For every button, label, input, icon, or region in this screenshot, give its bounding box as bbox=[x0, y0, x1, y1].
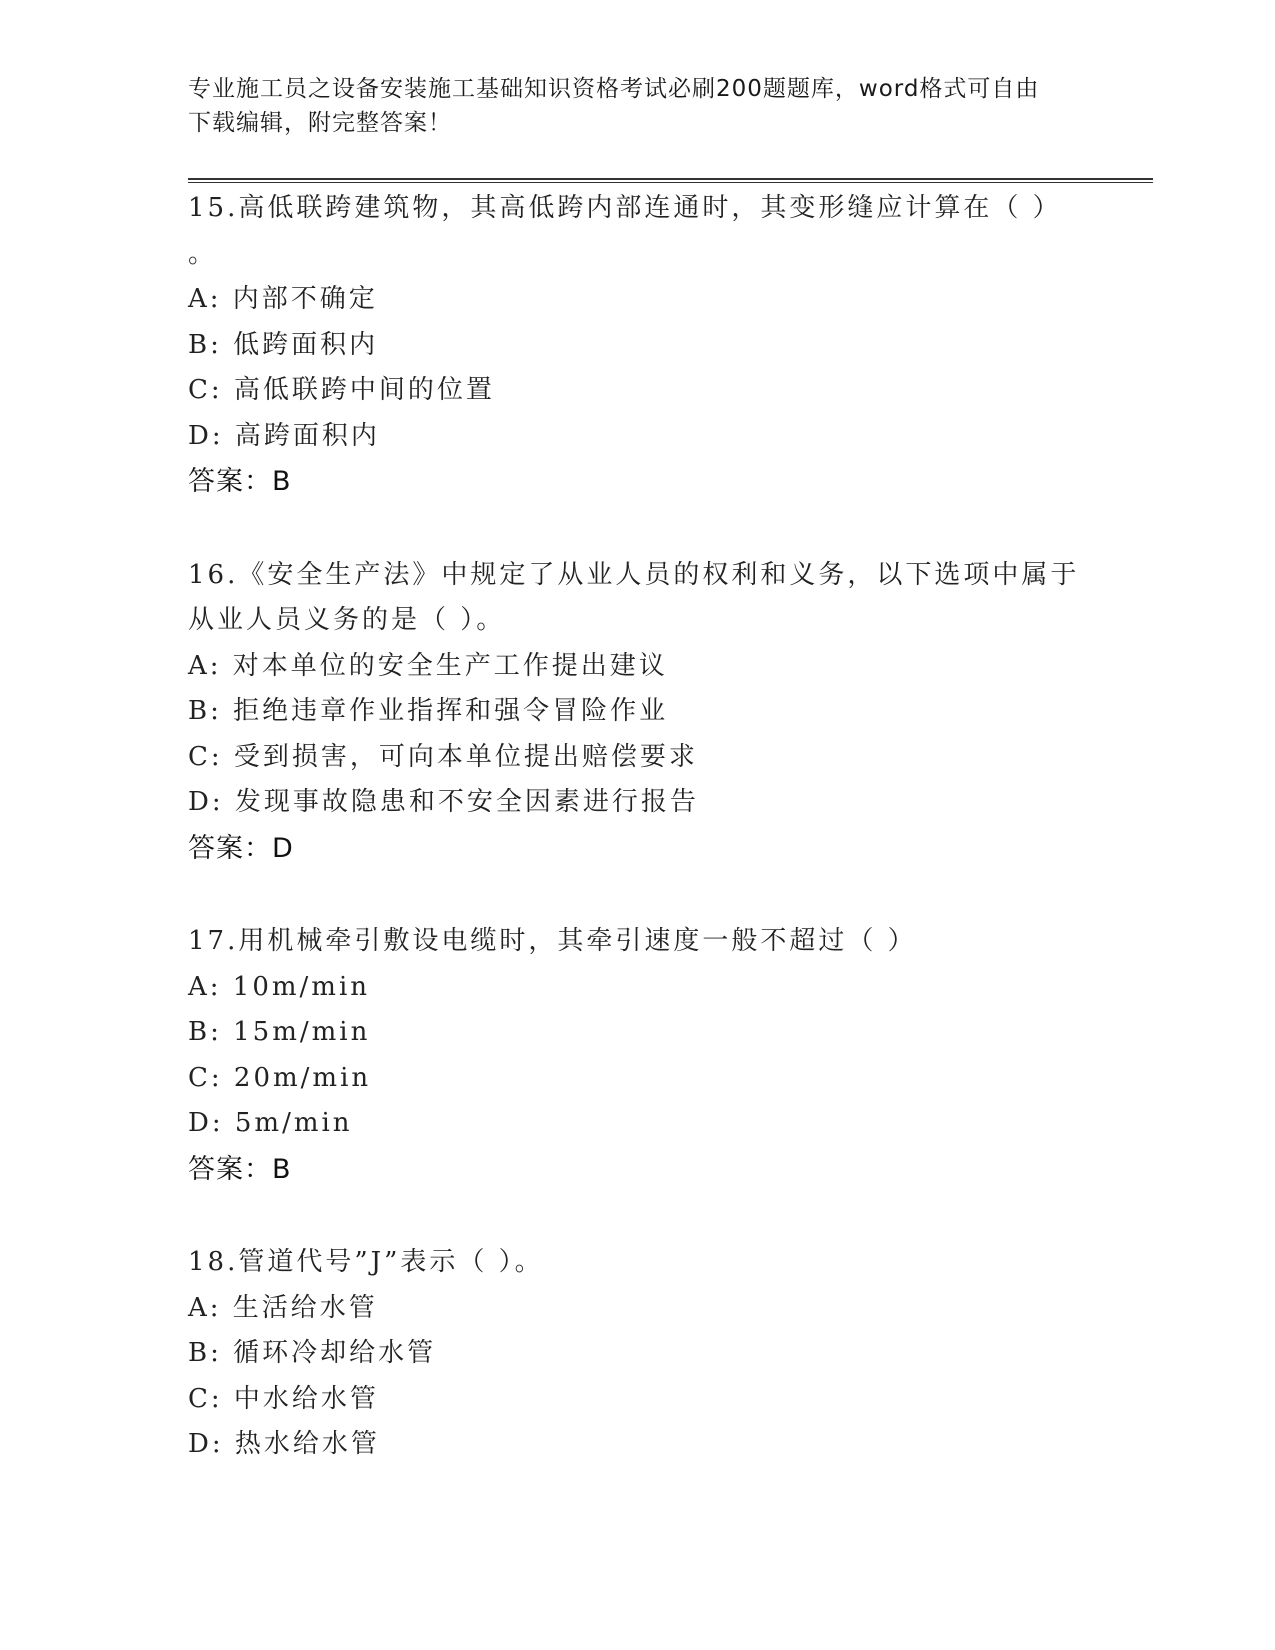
answer: 答案：D bbox=[188, 832, 294, 864]
option-b: B: 循环冷却给水管 bbox=[188, 1338, 437, 1368]
option-b: B: 低跨面积内 bbox=[188, 329, 379, 360]
question-15 bbox=[188, 186, 1088, 505]
option-a: A: 生活给水管 bbox=[188, 1292, 378, 1323]
answer: 答案：B bbox=[188, 466, 292, 497]
option-c: C: 中水给水管 bbox=[188, 1383, 379, 1414]
option-d: D: 热水给水管 bbox=[188, 1429, 380, 1459]
header-line-2: 下载编辑，附完整答案！ bbox=[188, 110, 452, 136]
option-a: A: 内部不确定 bbox=[188, 284, 378, 314]
option-c: C: 受到损害，可向本单位提出赔偿要求 bbox=[188, 741, 698, 772]
question-text: 18.管道代号”J”表示（ ）。 bbox=[188, 1247, 544, 1277]
question-18 bbox=[188, 1240, 1088, 1468]
option-b: B: 15m/min bbox=[188, 1017, 371, 1047]
option-c: C: 20m/min bbox=[188, 1062, 372, 1093]
answer: 答案：B bbox=[188, 1153, 292, 1185]
question-text-continued: 。 bbox=[188, 238, 215, 269]
header-divider bbox=[188, 178, 1153, 183]
question-17 bbox=[188, 919, 1088, 1192]
option-c: C: 高低联跨中间的位置 bbox=[188, 375, 495, 405]
header-line-1: 专业施工员之设备安装施工基础知识资格考试必刷200题题库，word格式可自由 bbox=[188, 76, 1040, 102]
option-d: D: 5m/min bbox=[188, 1108, 353, 1138]
option-d: D: 高跨面积内 bbox=[188, 420, 380, 451]
question-text-continued: 从业人员义务的是（ ）。 bbox=[188, 605, 506, 635]
document-header bbox=[188, 72, 1088, 140]
option-b: B: 拒绝违章作业指挥和强令冒险作业 bbox=[188, 696, 669, 726]
question-text: 17.用机械牵引敷设电缆时，其牵引速度一般不超过（ ） bbox=[188, 926, 917, 956]
option-d: D: 发现事故隐患和不安全因素进行报告 bbox=[188, 787, 699, 817]
question-text: 16.《安全生产法》中规定了从业人员的权利和义务，以下选项中属于 bbox=[188, 559, 1080, 590]
question-list bbox=[188, 186, 1088, 1516]
question-text: 15.高低联跨建筑物，其高低跨内部连通时，其变形缝应计算在（ ） bbox=[188, 193, 1062, 223]
option-a: A: 对本单位的安全生产工作提出建议 bbox=[188, 650, 668, 681]
option-a: A: 10m/min bbox=[188, 971, 371, 1002]
question-16 bbox=[188, 553, 1088, 872]
